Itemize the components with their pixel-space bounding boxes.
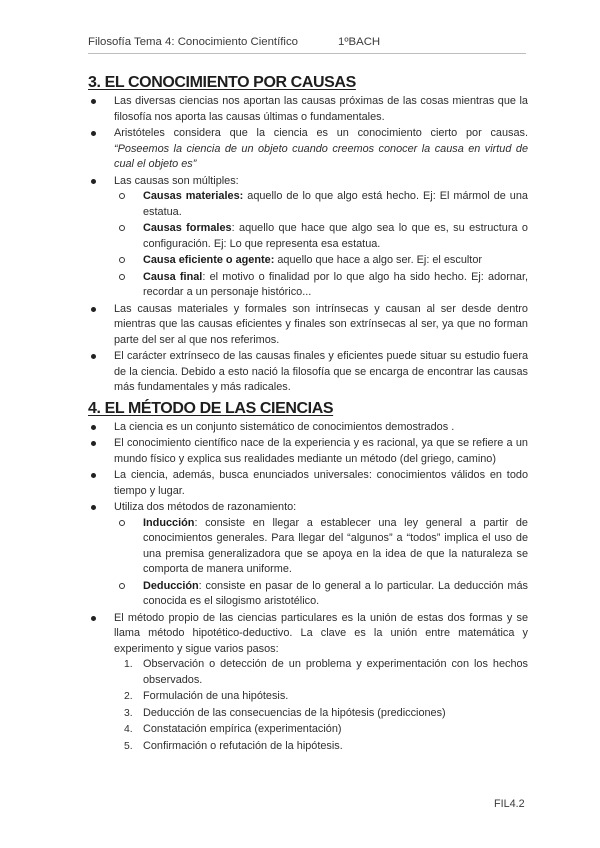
- list-item: Las diversas ciencias nos aportan las causas próximas de las cosas mientras que la filosofía nos aporta las causas últimas o fundamentales.: [88, 94, 528, 125]
- step-item: 2. Formulación de una hipótesis.: [124, 690, 289, 702]
- bullet-icon: [91, 616, 96, 621]
- section-3-list: [88, 94, 528, 396]
- bullet-icon: [91, 441, 96, 446]
- header-subject: Filosofía Tema 4: Conocimiento Científico: [88, 36, 298, 48]
- circle-bullet-icon: [119, 225, 125, 231]
- circle-bullet-icon: [119, 257, 125, 263]
- step-item: 1. Observación o detección de un problema y experimentación con los hechos observados.: [124, 658, 528, 686]
- cause-item: Causas formales: aquello que hace que algo sea lo que es, su estructura o configuración. Ej: Lo que representa esa estatua.: [88, 221, 528, 252]
- list-item: [88, 126, 528, 173]
- bullet-icon: [91, 179, 96, 184]
- circle-bullet-icon: [119, 520, 125, 526]
- methods-list: [88, 516, 528, 610]
- list-item: El carácter extrínseco de las causas finales y eficientes puede situar su estudio fuera de la ciencia. Debido a esto nació la filosofía que se encarga de encontrar las causas más fundamentales y más radicales.: [88, 349, 528, 396]
- list-item: Las causas son múltiples: Causas materiales: aquello de lo que algo está hecho. Ej: El mármol de una estatua. Causas formales: aquello que hace que algo sea lo que es, su estructura o configuración. Ej: Lo que representa esa estatua. Causa eficiente o agente: aquello que hace a algo ser. Ej: el escultor Causa final: el motivo o finalidad por lo que algo ha sido hecho. Ej: adornar, recordar a un personaje histórico...: [88, 174, 528, 301]
- bullet-icon: [91, 425, 96, 430]
- cause-item: Causa final: el motivo o finalidad por lo que algo ha sido hecho. Ej: adornar, recordar a un personaje histórico...: [88, 270, 528, 301]
- cause-item: Causa eficiente o agente: aquello que hace a algo ser. Ej: el escultor: [88, 253, 528, 269]
- cause-item: Causas materiales: aquello de lo que algo está hecho. Ej: El mármol de una estatua.: [88, 189, 528, 220]
- circle-bullet-icon: [119, 274, 125, 280]
- list-item: Utiliza dos métodos de razonamiento: Inducción: consiste en llegar a establecer una ley general a partir de conocimientos generales. Para llegar del “algunos” a “todos” implica el uso de una premisa generalizadora que se apoya en la idea de que la naturaleza se comporta de manera uniforme. Deducción: consiste en pasar de lo general a lo particular. La deducción más conocida es el silogismo aristotélico.: [88, 500, 528, 610]
- method-item: Inducción: consiste en llegar a establecer una ley general a partir de conocimientos generales. Para llegar del “algunos” a “todos” implica el uso de una premisa generalizadora que se apoya en la idea de que la naturaleza se comporta de manera uniforme.: [88, 516, 528, 578]
- list-item: El método propio de las ciencias particulares es la unión de estas dos formas y se llama método hipotético-deductivo. La clave es la unión entre matemática y experimento y sigue varios pasos: 1. Observación o detección de un problema y experimentación con los hechos observados. 2. Formulación de una hipótesis. 3. Deducción de las consecuencias de la hipótesis (predicciones) 4. Constatación empírica (experimentación) 5. Confirmación o refutación de la hipótesis.: [88, 611, 528, 755]
- causes-list: [88, 189, 528, 301]
- list-item: El conocimiento científico nace de la experiencia y es racional, ya que se refiere a un mundo físico y explica sus realidades mediante un método (del griego, camino): [88, 436, 528, 467]
- bullet-icon: [91, 131, 96, 136]
- step-item: 5. Confirmación o refutación de la hipótesis.: [124, 739, 343, 752]
- aristotle-item: Aristóteles considera que la ciencia es un conocimiento cierto por causas. “Poseemos la ciencia de un objeto cuando creemos conocer la causa en virtud de cual el objeto es”: [114, 127, 528, 170]
- method-item: Deducción: consiste en pasar de lo general a lo particular. La deducción más conocida es el silogismo aristotélico.: [88, 579, 528, 610]
- list-item: La ciencia, además, busca enunciados universales: conocimientos válidos en todo tiempo y lugar.: [88, 468, 528, 499]
- bullet-icon: [91, 473, 96, 478]
- bullet-icon: [91, 99, 96, 104]
- section-3-title: 3. EL CONOCIMIENTO POR CAUSAS: [88, 74, 356, 91]
- bullet-icon: [91, 354, 96, 359]
- page-number: FIL4.2: [494, 798, 525, 810]
- section-4-title: 4. EL MÉTODO DE LAS CIENCIAS: [88, 399, 334, 417]
- section-4-list: [88, 420, 528, 755]
- step-item: 4. Constatación empírica (experimentación): [124, 723, 342, 735]
- header-course: 1ºBACH: [338, 36, 381, 48]
- list-item: La ciencia es un conjunto sistemático de conocimientos demostrados .: [88, 420, 528, 436]
- header-rule: [88, 53, 526, 54]
- circle-bullet-icon: [119, 193, 125, 199]
- bullet-icon: [91, 505, 96, 510]
- aristotle-quote: “Poseemos la ciencia de un objeto cuando creemos conocer la causa en virtud de cual el objeto es”: [114, 142, 528, 170]
- steps-list: [88, 657, 528, 754]
- list-item: Las causas materiales y formales son intrínsecas y causan al ser desde dentro mientras que las causas eficientes y finales son extrínsecas al ser, ya que no forman parte del ser al que nos referimos.: [88, 302, 528, 349]
- circle-bullet-icon: [119, 583, 125, 589]
- page-content: [88, 73, 528, 755]
- bullet-icon: [91, 307, 96, 312]
- step-item: 3. Deducción de las consecuencias de la hipótesis (predicciones): [124, 706, 446, 719]
